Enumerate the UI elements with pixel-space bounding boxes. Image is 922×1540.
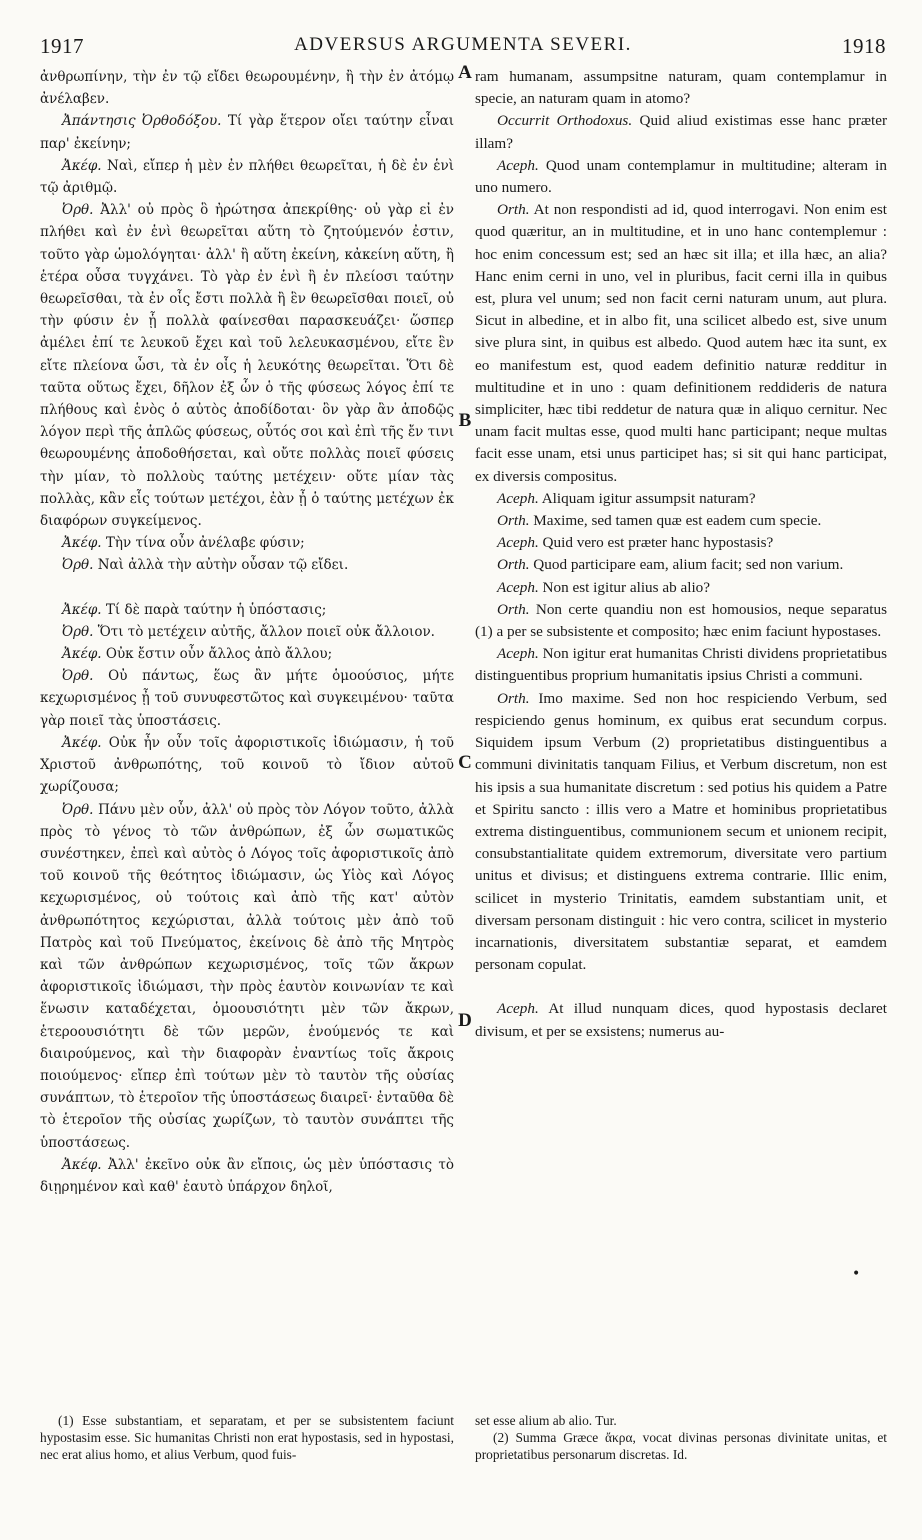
page-number-left: 1917 [40, 34, 84, 58]
dialogue-paragraph [40, 66, 454, 110]
dialogue-paragraph [40, 621, 454, 643]
speaker-label: Ἀκέφ. [62, 157, 102, 174]
section-marker-a: A [458, 62, 472, 83]
footnote-1: (1) Esse substantiam, et separatam, et per se subsistentem faciunt hypostasim esse. Sic humanitas Christi non erat hypostasis, sed in hypostasi, nec erat alius homo, et alius Verbum, quod fuis- [40, 1413, 454, 1462]
paragraph-text: Οὐκ ἔστιν οὖν ἄλλος ἀπὸ ἄλλου; [105, 646, 333, 663]
section-marker-c: C [458, 752, 472, 773]
paragraph-text: Maxime, sed tamen quæ est eadem cum specie. [533, 512, 822, 530]
speaker-label: Occurrit Orthodoxus. [497, 112, 633, 130]
dialogue-paragraph [475, 577, 887, 599]
dialogue-paragraph [475, 488, 887, 510]
dialogue-paragraph [40, 532, 454, 554]
dialogue-paragraph [40, 643, 454, 665]
dialogue-paragraph [475, 554, 887, 576]
footnotes-left [40, 1412, 454, 1522]
paragraph-text: ἀνθρωπίνην, τὴν ἐν τῷ εἴδει θεωρουμένην, ἢ τὴν ἐν ἀτόμῳ ἀνέλαβεν. [40, 69, 454, 108]
running-header [40, 34, 886, 58]
speaker-label: Orth. [497, 201, 530, 219]
speaker-label: Ἀκέφ. [62, 734, 102, 751]
speaker-label: Aceph. [497, 489, 539, 507]
footnote-2: (2) Summa Græce ἄκρα, vocat divinas personas divinitate unitas, et proprietatibus personarum discretas. Id. [475, 1430, 887, 1462]
dialogue-paragraph [40, 110, 454, 154]
paragraph-text: ram humanam, assumpsitne naturam, quam contemplamur in specie, an naturam quam in atomo? [475, 68, 887, 108]
speaker-label: Aceph. [497, 645, 539, 663]
speaker-label: Ἀκέφ. [62, 646, 102, 663]
dialogue-paragraph [40, 599, 454, 621]
footnotes-right [475, 1412, 887, 1522]
speaker-label: Orth. [497, 689, 530, 707]
paragraph-text: At illud nunquam dices, quod hypostasis declaret divisum, et per se exsistens; numerus au- [475, 1000, 887, 1040]
paragraph-text: Non igitur erat humanitas Christi dividens proprietatibus distinguentibus proprium humanitatis ipsius Christi a communi. [475, 645, 887, 685]
greek-column [40, 66, 454, 1384]
speaker-label: Ὀρθ. [62, 623, 94, 640]
paragraph-text: Τί δὲ παρὰ ταύτην ἡ ὑπόστασις; [105, 601, 327, 618]
dialogue-paragraph [475, 688, 887, 977]
speaker-label: Ἀκέφ. [62, 601, 102, 618]
paragraph-text: Ἀλλ' οὐ πρὸς ὃ ἠρώτησα ἀπεκρίθης· οὐ γὰρ εἰ ἐν πλήθει καὶ ἐν ἑνὶ θεωρεῖται αὕτη τὸ ζητούμενόν ἐστιν, τοῦτο γὰρ ὡμολόγηται· ἀλλ' ἢ αὕτη ἐκείνη, κἀκείνη αὕτη, ἢ ἑτέρα οὖσα τυγχάνει. Τὸ γὰρ ἐν ἑνὶ ἢ ἐν πλείοσι ταύτην θεωρεῖσθαι, τὰ ἐν οἷς ἔστι πολλὰ ἢ ἓν θεωρεῖσθαι ποιεῖ, οὐ τὴν φύσιν ἐν ᾗ πολλὰ φαίνεσθαι παρασκευάζει· ὥσπερ ἀμέλει ἐπί τε λευκοῦ ἔχει καὶ τοῦ λελευκασμένου, εἴτε ἓν εἴτε πλείονα ὦσι, τὰ ἐν οἷς ἡ λευκότης θεωρεῖται. Ὅτι δὲ ταῦτα οὕτως ἔχει, δῆλον ἐξ ὧν ὁ τῆς φύσεως λόγος ἐπί τε πλήθους καὶ ἑνὸς ὁ αὐτὸς ἀποδίδοται· ὃν γὰρ ἂν ἀποδῷς λόγον περὶ τῆς ἁπλῶς φύσεως, οὗτός σοι καὶ ἐπὶ τῆς ἔν τινι θεωρουμένης ἀποδοθήσεται, καὶ οὔτε πολλὰς ποιεῖ φύσεις τὴν μίαν, τὸ πολλοὺς ταύτης μετέχειν· οὔτε μίαν τὰς πολλὰς, κἂν εἷς τούτων μετέχοι, ἐὰν ᾖ ὁ ταύτης μετέχων ἐκ διαφόρων συγκείμενος. [40, 202, 454, 530]
paragraph-text: Non est igitur alius ab alio? [542, 578, 710, 596]
dialogue-paragraph [475, 155, 887, 199]
section-marker-d: D [458, 1010, 472, 1031]
speaker-label: Aceph. [497, 534, 539, 552]
dialogue-paragraph [40, 1154, 454, 1198]
dialogue-paragraph [40, 155, 454, 199]
paragraph-text: Τί γὰρ ἕτερον οἴει ταύτην εἶναι παρ' ἐκείνην; [40, 113, 454, 152]
dialogue-paragraph [40, 799, 454, 1154]
stray-dot: • [852, 1266, 861, 1282]
speaker-label: Ὀρθ. [62, 801, 94, 818]
speaker-label: Ὀρθ. [62, 202, 94, 219]
paragraph-text: Οὐ πάντως, ἕως ἂν μήτε ὁμοούσιος, μήτε κεχωρισμένος ᾖ τοῦ συνυφεστῶτος καὶ συγκειμένου· ταῦτα γὰρ ποιεῖ τὰς ὑποστάσεις. [40, 668, 454, 729]
speaker-label: Aceph. [497, 1000, 539, 1018]
paragraph-text: Quid aliud existimas esse hanc præter illam? [475, 112, 887, 152]
dialogue-paragraph [475, 66, 887, 110]
speaker-label: Ἀπάντησις Ὀρθοδόξου. [62, 113, 222, 130]
paragraph-text: Quod unam contemplamur in multitudine; alteram in uno numero. [475, 156, 887, 197]
dialogue-paragraph [475, 532, 887, 554]
paragraph-text: At non respondisti ad id, quod interrogavi. Non enim est quod quæritur, an in multitudine, et in uno hanc contemplemur : hoc enim concessum est; sed an hæc sit illa; et illa hæc, an alia? Hanc enim cerni in uno, vel in pluribus, facit cerni illa in quibus est, plura vel unum; sed non facit cerni naturam unum, aut plura. Sicut in albedine, et in albo fit, una scilicet albedo est, sive unum sive plura sint, in quibus est albedo. Quod autem hæc ita sunt, ex eo manifestum est, quod eadem definitio naturæ redditur in multitudine et in uno : quam definitionem reddideris de natura simpliciter, hæc tibi reddetur de natura quæ in aliquo cernitur. Nec unam facit multas esse, quod multi hanc participant; neque multas facit esse unam, etsi unus participet has; si sit qui hanc participat, ex diversis compositus. [475, 201, 887, 485]
paragraph-text: Aliquam igitur assumpsit naturam? [541, 489, 756, 507]
dialogue-paragraph [475, 643, 887, 687]
paragraph-text: Ὅτι τὸ μετέχειν αὐτῆς, ἄλλον ποιεῖ οὐκ ἄλλοιον. [97, 623, 435, 640]
speaker-label: Ὀρθ. [62, 557, 94, 574]
paragraph-text: Imo maxime. Sed non hoc respiciendo Verbum, sed respiciendo genus hominum, ex quibus erat secundum corpus. Siquidem ipsum Verbum (2) proprietatibus distinguentibus a communi divinitatis tanquam Filius, et Verbum discretum, non est his ipsis a sua humanitate discretum : sed potius his quidem a Patre et Spiritu sancto : illis vero a Matre et hominibus proprietatibus extrema distinguentibus, communionem secum et unionem recipit, consubstantialitate quidem extremorum, diversitate vero partium unitus et divisus; et distinguens extrema contrarie. Illic enim, scilicet in mysterio Trinitatis, eamdem substantiam unit, et diversam personam distinguit : hic vero contra, scilicet in mysterio incarnationis, diversitatem substantiæ separat, et eamdem personam copulat. [475, 689, 887, 974]
speaker-label: Orth. [497, 556, 530, 574]
speaker-label: Ὀρθ. [62, 668, 94, 685]
section-marker-b: B [458, 410, 472, 431]
paragraph-text: Quod participare eam, alium facit; sed non varium. [533, 556, 844, 574]
paragraph-text: Πάνυ μὲν οὖν, ἀλλ' οὐ πρὸς τὸν Λόγον τοῦτο, ἀλλὰ πρὸς τὸ γένος τὸ τῶν ἀνθρώπων, ἐξ ὧν σωματικῶς συνέστηκεν, ἐπεὶ καὶ αὐτὸς ὁ Λόγος τοῖς ἀφοριστικοῖς ἀπὸ τοῦ κοινοῦ τῆς θεότητος ἰδιώμασιν, ὡς Υἱὸς καὶ Λόγος κεχωρισμένος, οὐ τούτοις καὶ ἀπὸ τῆς κατ' αὐτὸν ἀνθρωπότητος κεχώρισται, ἀλλὰ τούτοις μὲν ἀπὸ τοῦ Πατρὸς καὶ τοῦ Πνεύματος, ἐκείνοις δὲ ἀπὸ τῆς Μητρὸς καὶ τῶν ἀνθρώπων κεχωρισμένος, τοῖς τῶν ἄκρων ἀφοριστικοῖς ἰδιώμασι, τὴν πρὸς ἑαυτὸν κοινωνίαν τε καὶ ἕνωσιν καταδέχεται, ὁμοουσιότητι μὲν τῶν ἄκρων, ἑτεροουσιότητι δὲ τῶν μερῶν, ἑνούμενός τε καὶ διαιρούμενος, καὶ τὴν διαφορὰν ἐναντίως τοῖς ἄκροις ποιούμενος· εἴπερ ἐπὶ τούτων μὲν τὸ ταυτὸν τῆς οὐσίας συνάπτων, τὸ ἑτεροῖον τῆς ὑποστάσεως διαιρεῖ· ἐνταῦθα δὲ τὸ ἑτεροῖον τῆς οὐσίας χωρίζων, τὸ ταυτὸν συνάπτει τῆς ὑποστάσεως. [40, 801, 454, 1151]
speaker-label: Ἀκέφ. [62, 1156, 102, 1173]
paragraph-text: Ναὶ, εἴπερ ἡ μὲν ἐν πλήθει θεωρεῖται, ἡ δὲ ἐν ἑνὶ τῷ ἀριθμῷ. [40, 157, 454, 197]
page-number-right: 1918 [842, 34, 886, 58]
speaker-label: Orth. [497, 600, 530, 618]
paragraph-text: Ναὶ ἀλλὰ τὴν αὐτὴν οὖσαν τῷ εἴδει. [97, 557, 349, 574]
paragraph-text: Non certe quandiu non est homousios, neque separatus (1) a per se subsistente et composito; hæc enim faciunt hypostases. [475, 600, 887, 641]
paragraph-text: Ἀλλ' ἐκεῖνο οὐκ ἂν εἴποις, ὡς μὲν ὑπόστασις τὸ διῃρημένον καὶ καθ' ἑαυτὸ ὑπάρχον δηλοῖ, [40, 1156, 454, 1195]
paragraph-text: Τὴν τίνα οὖν ἀνέλαβε φύσιν; [105, 535, 305, 552]
dialogue-paragraph [475, 998, 887, 1042]
speaker-label: Aceph. [497, 578, 539, 596]
running-title: ADVERSUS ARGUMENTA SEVERI. [294, 34, 632, 55]
dialogue-paragraph [40, 665, 454, 732]
dialogue-paragraph [40, 199, 454, 532]
dialogue-paragraph [475, 199, 887, 488]
dialogue-paragraph [475, 510, 887, 532]
latin-column [475, 66, 887, 1384]
footnote-1-continued: set esse alium ab alio. Tur. [475, 1413, 617, 1428]
speaker-label: Ἀκέφ. [62, 535, 102, 552]
dialogue-paragraph [40, 554, 454, 576]
paragraph-text: Οὐκ ἦν οὖν τοῖς ἀφοριστικοῖς ἰδιώμασιν, ἡ τοῦ Χριστοῦ ἀνθρωπότης, τοῦ κοινοῦ τὸ ἴδιον αὐτοῦ χωρίζουσα; [40, 734, 454, 796]
paragraph-text: Quid vero est præter hanc hypostasis? [542, 534, 774, 552]
speaker-label: Aceph. [497, 156, 539, 174]
dialogue-paragraph [475, 110, 887, 154]
speaker-label: Orth. [497, 512, 530, 530]
dialogue-paragraph [475, 599, 887, 643]
dialogue-paragraph [40, 732, 454, 799]
